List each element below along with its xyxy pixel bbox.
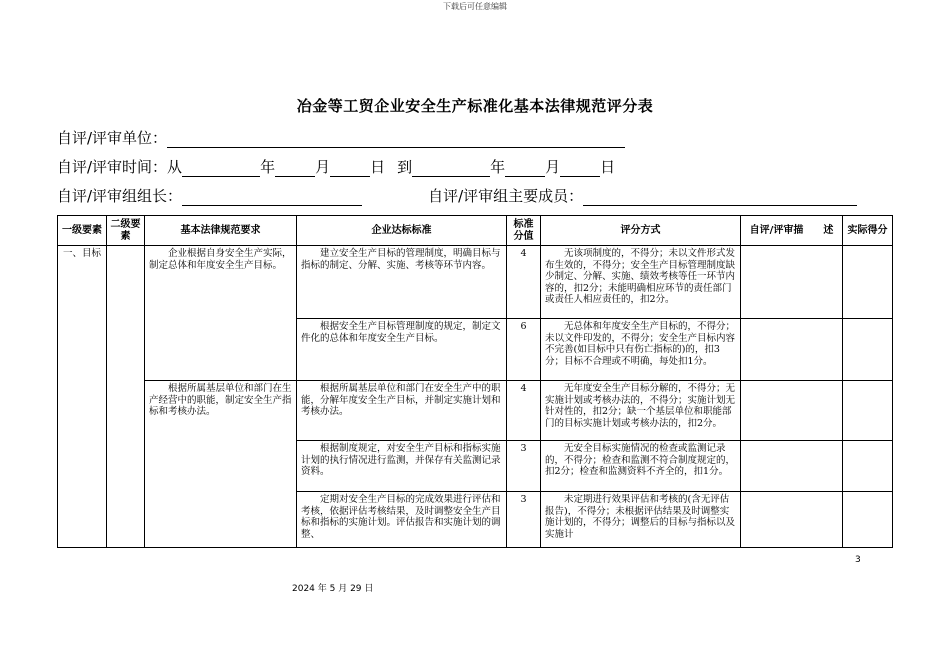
method-cell: 无安全目标实施情况的检查或监测记录的，不得分；检查和监测不符合制度规定的，扣2分；检查和监测资料不齐全的，扣1分。	[541, 441, 741, 492]
header-lvl2: 二级要素	[107, 216, 145, 246]
day-label: 日	[370, 158, 386, 176]
start-month-field[interactable]	[275, 160, 315, 177]
score-cell: 3	[507, 492, 541, 548]
start-year-field[interactable]	[182, 160, 260, 177]
table-row	[58, 246, 893, 319]
year-label: 年	[490, 158, 506, 176]
table-header-row	[58, 216, 893, 246]
day-label: 日	[600, 158, 616, 176]
actual-cell[interactable]	[843, 381, 893, 441]
method-cell: 无该项制度的，不得分；未以文件形式发布生效的，不得分；安全生产目标管理制度缺少制定、分解、实施、绩效考核等任一环节内容的，扣2分；未能明确相应环节的责任部门或责任人相应责任的，扣2分。	[541, 246, 741, 319]
members-field[interactable]	[583, 189, 857, 206]
header-std: 企业达标标准	[297, 216, 507, 246]
std-cell: 根据所属基层单位和部门在安全生产中的职能，分解年度安全生产目标，并制定实施计划和考核办法。	[297, 381, 507, 441]
table-row	[58, 381, 893, 441]
std-cell: 根据安全生产目标管理制度的规定，制定文件化的总体和年度安全生产目标。	[297, 319, 507, 381]
actual-cell[interactable]	[843, 441, 893, 492]
req-cell: 企业根据自身安全生产实际，制定总体和年度安全生产目标。	[145, 246, 297, 381]
unit-label: 自评/评审单位：	[57, 129, 168, 147]
leader-label: 自评/评审组组长：	[57, 187, 183, 205]
desc-cell[interactable]	[741, 441, 843, 492]
score-cell: 4	[507, 246, 541, 319]
header-note: 下载后可任意编辑	[443, 2, 507, 11]
month-label: 月	[315, 158, 331, 176]
unit-field[interactable]	[167, 131, 625, 148]
actual-cell[interactable]	[843, 246, 893, 319]
year-label: 年	[260, 158, 276, 176]
to-label: 到	[397, 158, 413, 176]
desc-cell[interactable]	[741, 381, 843, 441]
score-cell: 3	[507, 441, 541, 492]
header-desc: 自评/评审描 述	[741, 216, 843, 246]
method-cell: 无总体和年度安全生产目标的，不得分；未以文件印发的，不得分；安全生产目标内容不完善(如目标中只有伤亡指标的)的，扣3分；目标不合理或不明确，每处扣1分。	[541, 319, 741, 381]
level1-cell: 一、目标	[58, 246, 107, 548]
std-cell: 建立安全生产目标的管理制度，明确目标与指标的制定、分解、实施、考核等环节内容。	[297, 246, 507, 319]
end-day-field[interactable]	[560, 160, 600, 177]
month-label: 月	[545, 158, 561, 176]
header-actual: 实际得分	[843, 216, 893, 246]
start-day-field[interactable]	[330, 160, 370, 177]
time-line	[57, 157, 615, 177]
req-cell: 根据所属基层单位和部门在生产经营中的职能，制定安全生产指标和考核办法。	[145, 381, 297, 548]
header-score: 标准分值	[507, 216, 541, 246]
footer-date: 2024 年 5 月 29 日	[292, 584, 374, 594]
header-lvl1: 一级要素	[58, 216, 107, 246]
method-cell: 无年度安全生产目标分解的，不得分；无实施计划或考核办法的，不得分；实施计划无针对性的，扣2分；缺一个基层单位和职能部门的目标实施计划或考核办法的，扣2分。	[541, 381, 741, 441]
page-title: 冶金等工贸企业安全生产标准化基本法律规范评分表	[296, 97, 654, 115]
members-label: 自评/评审组主要成员：	[428, 187, 584, 205]
score-table	[57, 215, 893, 548]
unit-line	[57, 128, 625, 148]
header-method: 评分方式	[541, 216, 741, 246]
leader-field[interactable]	[182, 189, 362, 206]
end-year-field[interactable]	[412, 160, 490, 177]
desc-cell[interactable]	[741, 246, 843, 319]
leader-line	[57, 186, 857, 206]
desc-cell[interactable]	[741, 319, 843, 381]
header-req: 基本法律规范要求	[145, 216, 297, 246]
score-cell: 6	[507, 319, 541, 381]
actual-cell[interactable]	[843, 319, 893, 381]
time-label: 自评/评审时间：从	[57, 158, 183, 176]
actual-cell[interactable]	[843, 492, 893, 548]
std-cell: 根据制度规定，对安全生产目标和指标实施计划的执行情况进行监测，并保存有关监测记录资料。	[297, 441, 507, 492]
std-cell: 定期对安全生产目标的完成效果进行评估和考核，依据评估考核结果，及时调整安全生产目标和指标的实施计划。评估报告和实施计划的调整、	[297, 492, 507, 548]
score-cell: 4	[507, 381, 541, 441]
desc-cell[interactable]	[741, 492, 843, 548]
level2-cell	[107, 246, 145, 548]
end-month-field[interactable]	[505, 160, 545, 177]
method-cell: 未定期进行效果评估和考核的(含无评估报告)，不得分；未根据评估结果及时调整实施计划的，不得分；调整后的目标与指标以及实施计	[541, 492, 741, 548]
page-number: 3	[855, 555, 861, 565]
